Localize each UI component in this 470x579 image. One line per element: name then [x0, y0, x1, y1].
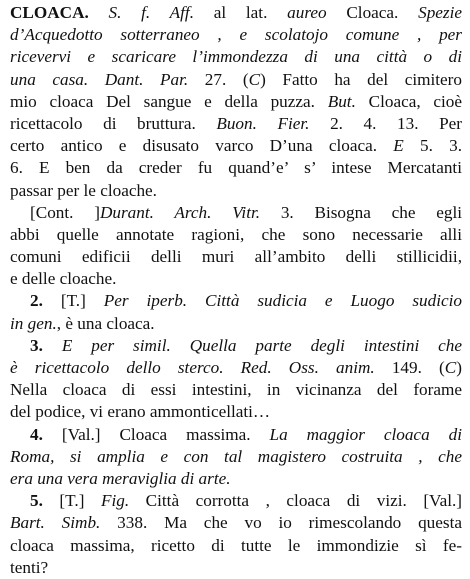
text-segment: 27. (: [188, 69, 249, 89]
text-segment: , è una cloaca.: [56, 313, 155, 333]
text-segment: del podice, vi erano ammonticellati…: [10, 402, 271, 422]
text-segment: ]: [78, 491, 101, 511]
text-segment: ricettacolo di bruttura.: [10, 113, 217, 133]
text-segment: al lat.: [194, 3, 288, 22]
text-segment: Cloaca, cioè: [355, 91, 462, 111]
text-line: [10, 335, 462, 357]
text-segment: e delle cloache.: [10, 269, 117, 289]
text-segment: La maggior cloaca di: [269, 424, 462, 444]
text-segment: [Val.] Cloaca massima.: [42, 424, 270, 444]
text-line: [10, 268, 462, 290]
text-segment: 6. E ben da creder fu quand’e’ s’ intese Mercatanti: [10, 158, 462, 178]
text-segment: era una vera meraviglia di arte.: [10, 468, 231, 488]
text-line: [10, 446, 462, 468]
text-segment: ricevervi e scaricare l’immondezza di una città o di: [10, 47, 462, 67]
text-segment: C: [444, 358, 457, 377]
text-line: [10, 24, 462, 46]
text-segment: ]: [80, 291, 104, 311]
text-segment: [: [42, 491, 66, 511]
text-line: [10, 468, 462, 490]
text-segment: Cloaca.: [326, 3, 419, 22]
text-segment: [: [42, 291, 67, 311]
text-segment: 3.: [30, 335, 43, 355]
text-segment: CLOACA: [10, 3, 85, 22]
text-line: [10, 113, 462, 135]
text-line: [10, 224, 462, 246]
text-segment: d’Acquedotto sotterraneo , e scolatojo comune , per: [10, 25, 462, 45]
text-segment: 5. 3.: [403, 136, 462, 156]
text-segment: comuni edificii delli muri all’ambito delli stillicidii,: [10, 247, 462, 267]
text-segment: 4.: [30, 424, 43, 444]
text-segment: in gen.: [10, 313, 57, 333]
text-segment: Buon. Fier.: [216, 113, 310, 133]
text-line: [10, 180, 462, 202]
text-segment: Città corrotta , cloaca di vizi. [Val.]: [129, 491, 462, 511]
text-line: [10, 290, 462, 312]
text-line: [10, 401, 462, 423]
text-segment: Durant. Arch. Vitr.: [99, 202, 261, 222]
text-line: [10, 2, 462, 24]
text-segment: Spezie: [418, 3, 463, 22]
text-segment: mio cloaca Del sangue e della puzza.: [10, 91, 328, 111]
text-line: [10, 91, 462, 113]
text-line: [10, 357, 462, 379]
text-segment: Nella cloaca di essi intestini, in vicinanza del forame: [10, 380, 462, 400]
text-line: [10, 46, 462, 68]
text-line: [10, 535, 462, 557]
text-segment: 2.: [30, 291, 43, 311]
text-segment: certo antico e disusato varco D’una cloaca.: [10, 136, 394, 156]
text-segment: 149. (: [374, 358, 445, 377]
text-segment: Per iperb. Città sudicia e Luogo sudicio: [103, 291, 463, 311]
text-segment: ): [456, 358, 462, 377]
text-segment: ) Fatto ha del cimitero: [260, 69, 462, 89]
text-segment: 2. 4. 13. Per: [309, 113, 462, 133]
text-line: [10, 157, 462, 179]
text-line: [10, 512, 462, 534]
text-segment: è ricettacolo dello sterco. Red. Oss. anim.: [10, 358, 375, 377]
text-segment: 5.: [30, 491, 43, 511]
text-line: [10, 424, 462, 446]
text-segment: [Cont. ]: [30, 202, 100, 222]
text-line: [10, 246, 462, 268]
text-segment: 3. Bisogna che egli: [260, 202, 462, 222]
text-segment: aureo: [287, 3, 327, 22]
text-segment: E: [393, 136, 404, 156]
text-segment: But.: [327, 91, 356, 111]
text-line: [10, 379, 462, 401]
text-line: [10, 69, 462, 91]
text-line: [10, 313, 462, 335]
text-segment: Fig.: [100, 491, 130, 511]
text-segment: 338. Ma che vo io rimescolando questa: [100, 513, 462, 533]
text-segment: .: [84, 3, 109, 22]
text-segment: [43, 336, 62, 355]
text-line: [10, 135, 462, 157]
text-segment: tenti?: [10, 557, 49, 577]
text-segment: abbi quelle annotate ragioni, che sono necessarie alli: [10, 224, 462, 244]
text-segment: C: [248, 69, 261, 89]
text-segment: cloaca massima, ricetto di tutte le immondizie sì fe-: [10, 535, 462, 555]
text-line: [10, 557, 462, 579]
text-segment: T.: [65, 491, 79, 511]
text-segment: S. f. Aff.: [108, 3, 195, 22]
dictionary-entry-cloaca: [10, 2, 462, 579]
text-segment: T.: [66, 291, 81, 311]
text-segment: Bart. Simb.: [10, 513, 101, 533]
text-segment: una casa. Dant. Par.: [10, 69, 189, 89]
text-segment: E per simil. Quella parte degli intestini che: [61, 335, 463, 355]
text-segment: Roma, si amplia e con tal magistero costruita , che: [10, 446, 462, 466]
text-segment: passar per le cloache.: [10, 180, 157, 200]
text-line: [10, 202, 462, 224]
text-line: [10, 490, 462, 512]
